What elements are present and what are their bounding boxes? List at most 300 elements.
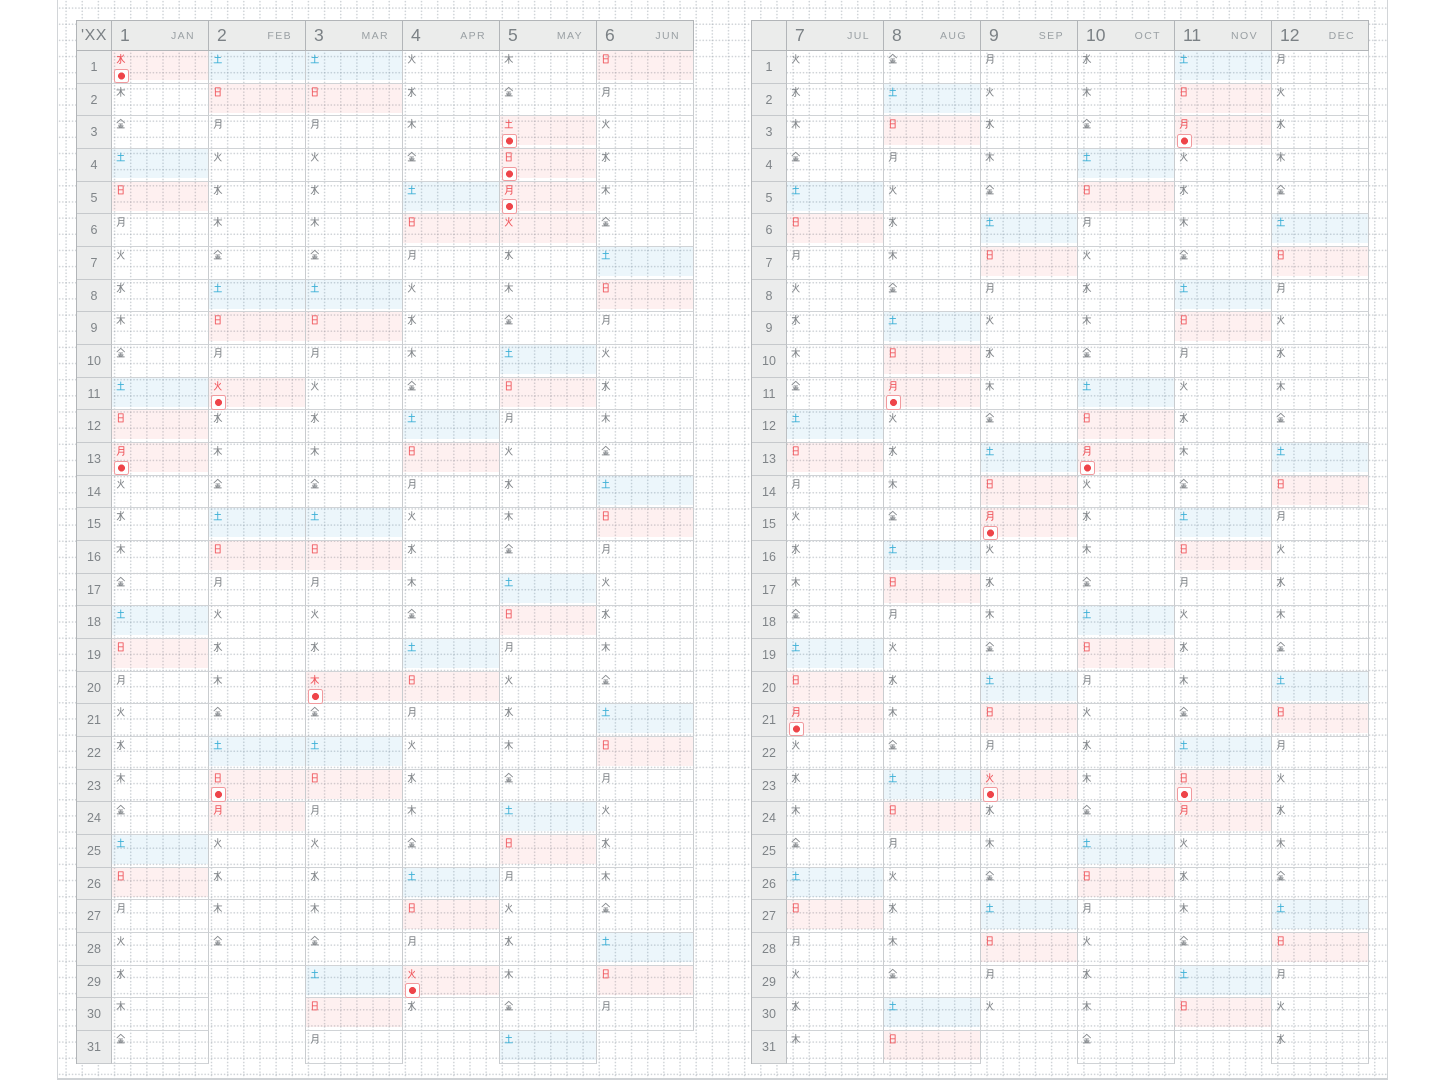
day-cell <box>981 378 1078 411</box>
day-cell <box>1175 51 1272 84</box>
day-cell <box>787 835 884 868</box>
day-cell <box>1175 149 1272 182</box>
day-cell <box>597 84 694 117</box>
day-cell <box>306 116 403 149</box>
row-day-number: 27 <box>77 900 112 933</box>
month-abbr: AUG <box>940 29 967 42</box>
weekday-kanji-icon <box>406 118 418 130</box>
weekday-kanji-icon <box>309 118 321 130</box>
weekday-kanji-icon <box>1275 53 1287 65</box>
row-day-number: 4 <box>752 149 787 182</box>
month-number: 7 <box>795 25 805 45</box>
day-cell <box>500 214 597 247</box>
weekday-kanji-icon <box>406 184 418 196</box>
weekday-kanji-icon <box>887 510 899 522</box>
weekday-kanji-icon <box>790 282 802 294</box>
weekday-kanji-icon <box>1178 576 1190 588</box>
weekday-kanji-icon <box>790 445 802 457</box>
day-cell <box>209 574 306 607</box>
day-cell <box>403 998 500 1031</box>
weekday-kanji-icon <box>887 870 899 882</box>
holiday-dot-marker <box>405 983 420 998</box>
day-cell <box>112 508 209 541</box>
weekday-kanji-icon <box>1178 804 1190 816</box>
weekday-kanji-icon <box>115 1033 127 1045</box>
weekday-kanji-icon <box>984 935 996 947</box>
day-cell <box>1078 802 1175 835</box>
weekday-kanji-icon <box>115 674 127 686</box>
month-abbr: APR <box>460 29 486 42</box>
day-cell <box>884 737 981 770</box>
day-cell <box>1175 639 1272 672</box>
weekday-kanji-icon <box>406 641 418 653</box>
weekday-kanji-icon <box>406 837 418 849</box>
weekday-kanji-icon <box>1178 347 1190 359</box>
weekday-kanji-icon <box>309 1000 321 1012</box>
day-cell <box>306 672 403 705</box>
day-cell <box>403 737 500 770</box>
weekday-kanji-icon <box>503 935 515 947</box>
day-cell <box>981 508 1078 541</box>
weekday-kanji-icon <box>1081 674 1093 686</box>
weekday-kanji-icon <box>600 314 612 326</box>
row-day-number: 21 <box>752 704 787 737</box>
row-day-number: 18 <box>77 606 112 639</box>
weekday-kanji-icon <box>1275 870 1287 882</box>
row-day-number: 17 <box>752 574 787 607</box>
day-cell <box>500 476 597 509</box>
day-cell <box>306 606 403 639</box>
weekday-kanji-icon <box>309 380 321 392</box>
weekday-kanji-icon <box>1178 608 1190 620</box>
weekday-kanji-icon <box>790 968 802 980</box>
day-cell <box>787 672 884 705</box>
weekday-kanji-icon <box>600 576 612 588</box>
day-cell <box>884 312 981 345</box>
day-cell <box>1078 378 1175 411</box>
weekday-kanji-icon <box>115 641 127 653</box>
weekday-kanji-icon <box>600 543 612 555</box>
weekday-kanji-icon <box>790 53 802 65</box>
day-cell <box>1272 84 1369 117</box>
weekday-kanji-icon <box>1275 837 1287 849</box>
day-cell <box>306 182 403 215</box>
weekday-kanji-icon <box>790 347 802 359</box>
day-cell <box>981 868 1078 901</box>
day-cell <box>209 410 306 443</box>
day-cell <box>1272 476 1369 509</box>
weekday-kanji-icon <box>115 282 127 294</box>
month-number: 11 <box>1183 25 1202 45</box>
weekday-kanji-icon <box>887 772 899 784</box>
weekday-kanji-icon <box>1275 641 1287 653</box>
weekday-kanji-icon <box>115 543 127 555</box>
row-day-number: 28 <box>752 933 787 966</box>
row-day-number: 17 <box>77 574 112 607</box>
weekday-kanji-icon <box>212 739 224 751</box>
weekday-kanji-icon <box>984 804 996 816</box>
weekday-kanji-icon <box>406 968 418 980</box>
day-cell <box>500 966 597 999</box>
month-abbr: FEB <box>267 29 292 42</box>
day-cell <box>597 606 694 639</box>
weekday-kanji-icon <box>1081 118 1093 130</box>
weekday-kanji-icon <box>1178 739 1190 751</box>
day-cell <box>500 410 597 443</box>
day-cell <box>1175 312 1272 345</box>
day-cell <box>306 280 403 313</box>
row-day-number: 14 <box>77 476 112 509</box>
weekday-kanji-icon <box>406 674 418 686</box>
day-cell <box>1078 737 1175 770</box>
weekday-kanji-icon <box>309 445 321 457</box>
day-cell <box>787 182 884 215</box>
day-cell <box>884 802 981 835</box>
day-cell <box>597 802 694 835</box>
day-cell <box>597 1031 694 1064</box>
day-cell <box>209 247 306 280</box>
weekday-kanji-icon <box>309 804 321 816</box>
weekday-kanji-icon <box>887 249 899 261</box>
weekday-kanji-icon <box>1081 935 1093 947</box>
day-cell <box>597 182 694 215</box>
weekday-kanji-icon <box>790 1033 802 1045</box>
row-day-number: 9 <box>752 312 787 345</box>
day-cell <box>209 541 306 574</box>
day-cell <box>306 574 403 607</box>
weekday-kanji-icon <box>984 478 996 490</box>
weekday-kanji-icon <box>115 510 127 522</box>
day-cell <box>787 704 884 737</box>
weekday-kanji-icon <box>790 184 802 196</box>
day-cell <box>1078 606 1175 639</box>
holiday-dot-marker <box>1080 461 1095 476</box>
month-number: 8 <box>892 25 902 45</box>
weekday-kanji-icon <box>115 151 127 163</box>
weekday-kanji-icon <box>1275 347 1287 359</box>
day-cell <box>306 900 403 933</box>
weekday-kanji-icon <box>212 282 224 294</box>
weekday-kanji-icon <box>600 249 612 261</box>
weekday-kanji-icon <box>212 445 224 457</box>
row-day-number: 29 <box>752 966 787 999</box>
weekday-kanji-icon <box>1275 412 1287 424</box>
day-cell <box>884 672 981 705</box>
weekday-kanji-icon <box>212 837 224 849</box>
day-cell <box>884 116 981 149</box>
row-day-number: 15 <box>77 508 112 541</box>
day-cell <box>306 410 403 443</box>
day-cell <box>1175 116 1272 149</box>
weekday-kanji-icon <box>115 739 127 751</box>
day-cell <box>500 345 597 378</box>
weekday-kanji-icon <box>984 53 996 65</box>
day-cell <box>209 116 306 149</box>
day-cell <box>787 639 884 672</box>
day-cell <box>500 280 597 313</box>
month-number: 1 <box>120 25 130 45</box>
weekday-kanji-icon <box>406 53 418 65</box>
weekday-kanji-icon <box>503 412 515 424</box>
day-cell <box>981 639 1078 672</box>
month-header <box>597 21 694 51</box>
day-cell <box>112 900 209 933</box>
day-cell <box>500 541 597 574</box>
calendar-left-page-jan-jun <box>76 20 694 1064</box>
row-day-number: 19 <box>77 639 112 672</box>
weekday-kanji-icon <box>600 86 612 98</box>
weekday-kanji-icon <box>406 804 418 816</box>
weekday-kanji-icon <box>1275 151 1287 163</box>
weekday-kanji-icon <box>984 282 996 294</box>
weekday-kanji-icon <box>503 902 515 914</box>
day-cell <box>597 410 694 443</box>
weekday-kanji-icon <box>790 739 802 751</box>
day-cell <box>981 51 1078 84</box>
day-cell <box>597 998 694 1031</box>
holiday-dot-marker <box>983 526 998 541</box>
weekday-kanji-icon <box>503 1000 515 1012</box>
day-cell <box>884 345 981 378</box>
month-number: 6 <box>605 25 615 45</box>
day-cell <box>1078 116 1175 149</box>
weekday-kanji-icon <box>503 543 515 555</box>
weekday-kanji-icon <box>1275 968 1287 980</box>
day-cell <box>787 966 884 999</box>
month-abbr: MAR <box>361 29 389 42</box>
weekday-kanji-icon <box>984 216 996 228</box>
day-cell <box>500 606 597 639</box>
row-day-number: 13 <box>77 443 112 476</box>
day-cell <box>1078 508 1175 541</box>
weekday-kanji-icon <box>984 510 996 522</box>
month-abbr: OCT <box>1134 29 1161 42</box>
weekday-kanji-icon <box>887 216 899 228</box>
weekday-kanji-icon <box>1178 216 1190 228</box>
weekday-kanji-icon <box>887 445 899 457</box>
weekday-kanji-icon <box>1275 576 1287 588</box>
row-day-number: 24 <box>77 802 112 835</box>
month-abbr: DEC <box>1328 29 1355 42</box>
day-cell <box>1272 868 1369 901</box>
day-cell <box>500 574 597 607</box>
weekday-kanji-icon <box>309 86 321 98</box>
day-cell <box>981 574 1078 607</box>
weekday-kanji-icon <box>212 151 224 163</box>
day-cell <box>1078 998 1175 1031</box>
weekday-kanji-icon <box>212 380 224 392</box>
day-cell <box>112 672 209 705</box>
day-cell <box>403 639 500 672</box>
day-cell <box>403 345 500 378</box>
weekday-kanji-icon <box>115 347 127 359</box>
day-cell <box>787 606 884 639</box>
weekday-kanji-icon <box>1081 608 1093 620</box>
weekday-kanji-icon <box>212 347 224 359</box>
day-cell <box>1175 182 1272 215</box>
day-cell <box>884 835 981 868</box>
day-cell <box>1078 900 1175 933</box>
weekday-kanji-icon <box>1081 1033 1093 1045</box>
day-cell <box>787 770 884 803</box>
weekday-kanji-icon <box>309 870 321 882</box>
row-day-number: 3 <box>752 116 787 149</box>
day-cell <box>403 835 500 868</box>
day-cell <box>597 966 694 999</box>
weekday-kanji-icon <box>984 739 996 751</box>
day-cell <box>403 214 500 247</box>
weekday-kanji-icon <box>212 478 224 490</box>
day-cell <box>981 933 1078 966</box>
weekday-kanji-icon <box>212 870 224 882</box>
holiday-dot-marker <box>1177 787 1192 802</box>
day-cell <box>1272 737 1369 770</box>
weekday-kanji-icon <box>1275 478 1287 490</box>
weekday-kanji-icon <box>1275 804 1287 816</box>
weekday-kanji-icon <box>984 314 996 326</box>
weekday-kanji-icon <box>600 739 612 751</box>
weekday-kanji-icon <box>115 445 127 457</box>
day-cell <box>981 1031 1078 1064</box>
weekday-kanji-icon <box>984 1000 996 1012</box>
weekday-kanji-icon <box>406 772 418 784</box>
day-cell <box>403 149 500 182</box>
day-cell <box>1175 802 1272 835</box>
month-header <box>1175 21 1272 51</box>
day-cell <box>209 704 306 737</box>
day-cell <box>306 476 403 509</box>
day-cell <box>1175 868 1272 901</box>
weekday-kanji-icon <box>406 510 418 522</box>
day-cell <box>1272 214 1369 247</box>
day-cell <box>112 116 209 149</box>
day-cell <box>1272 443 1369 476</box>
day-cell <box>884 574 981 607</box>
weekday-kanji-icon <box>115 412 127 424</box>
day-cell <box>597 737 694 770</box>
row-day-number: 15 <box>752 508 787 541</box>
weekday-kanji-icon <box>115 870 127 882</box>
day-cell <box>787 312 884 345</box>
day-cell <box>500 1031 597 1064</box>
weekday-kanji-icon <box>1081 347 1093 359</box>
day-cell <box>884 606 981 639</box>
weekday-kanji-icon <box>212 216 224 228</box>
weekday-kanji-icon <box>984 347 996 359</box>
weekday-kanji-icon <box>406 347 418 359</box>
day-cell <box>209 345 306 378</box>
row-day-number: 16 <box>752 541 787 574</box>
weekday-kanji-icon <box>115 380 127 392</box>
weekday-kanji-icon <box>1178 837 1190 849</box>
weekday-kanji-icon <box>984 837 996 849</box>
day-cell <box>884 541 981 574</box>
day-cell <box>1175 410 1272 443</box>
weekday-kanji-icon <box>1275 739 1287 751</box>
weekday-kanji-icon <box>309 347 321 359</box>
day-cell <box>1175 900 1272 933</box>
weekday-kanji-icon <box>1275 86 1287 98</box>
day-cell <box>403 247 500 280</box>
row-day-number: 23 <box>752 770 787 803</box>
day-cell <box>112 247 209 280</box>
weekday-kanji-icon <box>212 314 224 326</box>
weekday-kanji-icon <box>212 641 224 653</box>
weekday-kanji-icon <box>309 902 321 914</box>
day-cell <box>500 672 597 705</box>
weekday-kanji-icon <box>309 968 321 980</box>
weekday-kanji-icon <box>790 870 802 882</box>
day-cell <box>403 574 500 607</box>
weekday-kanji-icon <box>984 412 996 424</box>
day-cell <box>500 443 597 476</box>
day-cell <box>884 770 981 803</box>
weekday-kanji-icon <box>600 804 612 816</box>
day-cell <box>1272 574 1369 607</box>
weekday-kanji-icon <box>406 870 418 882</box>
day-cell <box>112 476 209 509</box>
weekday-kanji-icon <box>115 576 127 588</box>
calendar-right-page-jul-dec <box>751 20 1369 1064</box>
weekday-kanji-icon <box>1081 739 1093 751</box>
day-cell <box>403 508 500 541</box>
day-cell <box>787 345 884 378</box>
weekday-kanji-icon <box>984 674 996 686</box>
holiday-dot-marker <box>308 689 323 704</box>
weekday-kanji-icon <box>887 576 899 588</box>
day-cell <box>1078 410 1175 443</box>
row-day-number: 19 <box>752 639 787 672</box>
day-cell <box>884 998 981 1031</box>
weekday-kanji-icon <box>1178 86 1190 98</box>
weekday-kanji-icon <box>309 510 321 522</box>
weekday-kanji-icon <box>600 445 612 457</box>
weekday-kanji-icon <box>406 314 418 326</box>
row-day-number: 31 <box>752 1031 787 1064</box>
weekday-kanji-icon <box>406 543 418 555</box>
day-cell <box>403 672 500 705</box>
day-cell <box>112 704 209 737</box>
day-cell <box>306 508 403 541</box>
day-cell <box>787 476 884 509</box>
weekday-kanji-icon <box>1275 1000 1287 1012</box>
day-cell <box>500 737 597 770</box>
day-cell <box>1272 933 1369 966</box>
weekday-kanji-icon <box>887 706 899 718</box>
month-number: 12 <box>1280 25 1300 45</box>
holiday-dot-marker <box>886 395 901 410</box>
weekday-kanji-icon <box>406 249 418 261</box>
day-cell <box>597 443 694 476</box>
month-header <box>112 21 209 51</box>
weekday-kanji-icon <box>1081 184 1093 196</box>
day-cell <box>1078 933 1175 966</box>
weekday-kanji-icon <box>600 968 612 980</box>
weekday-kanji-icon <box>503 53 515 65</box>
day-cell <box>787 149 884 182</box>
weekday-kanji-icon <box>790 86 802 98</box>
weekday-kanji-icon <box>115 86 127 98</box>
day-cell <box>500 998 597 1031</box>
weekday-kanji-icon <box>212 86 224 98</box>
weekday-kanji-icon <box>790 1000 802 1012</box>
day-cell <box>500 508 597 541</box>
month-header <box>884 21 981 51</box>
weekday-kanji-icon <box>406 445 418 457</box>
row-day-number: 26 <box>77 868 112 901</box>
row-day-number: 9 <box>77 312 112 345</box>
holiday-dot-marker <box>114 461 129 476</box>
